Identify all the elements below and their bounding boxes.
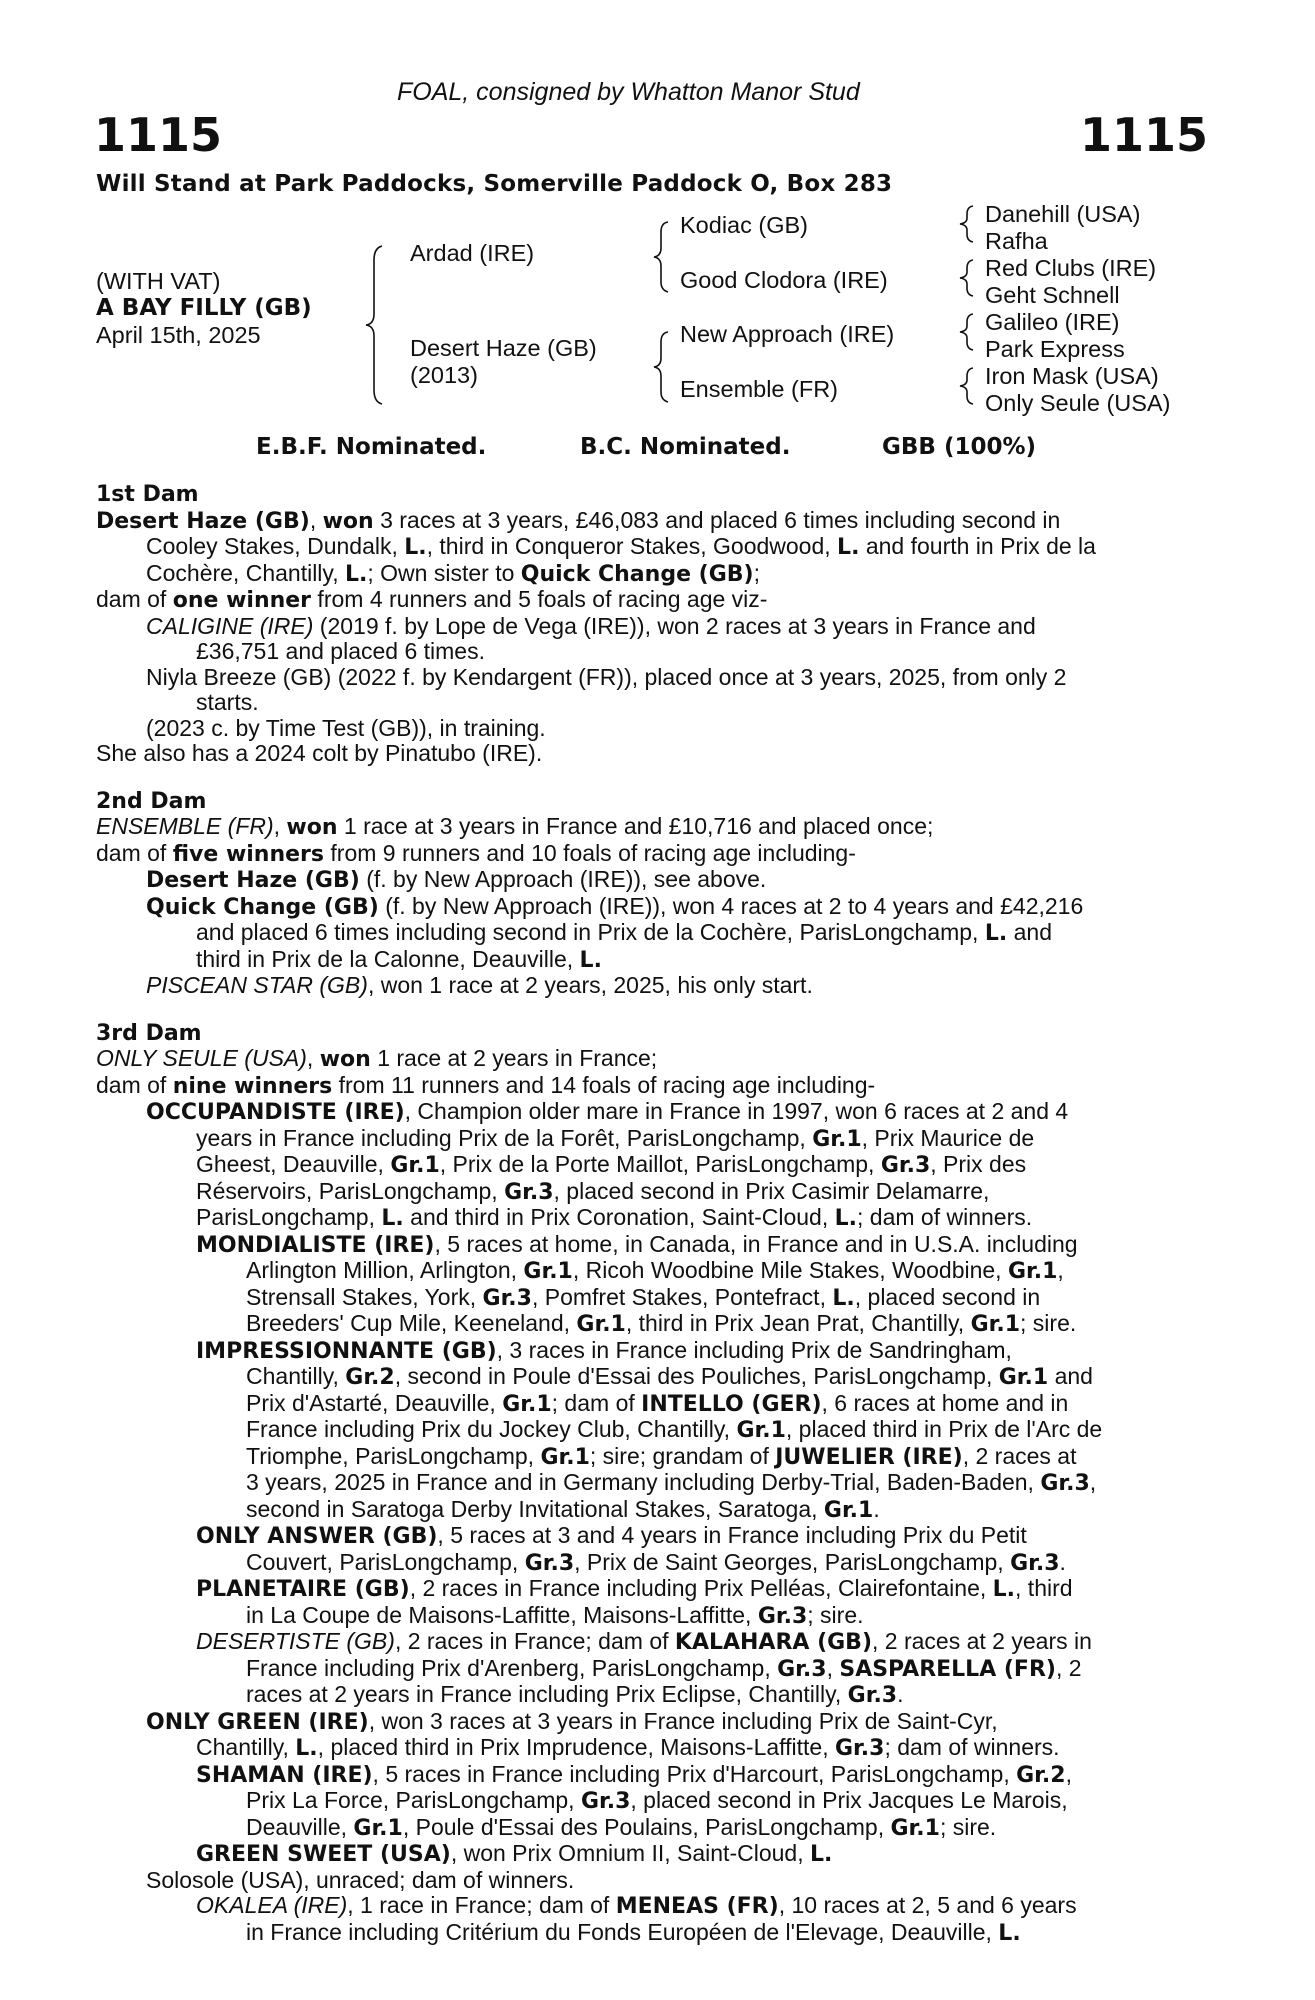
- first-dam-section: [96, 482, 1204, 767]
- produce-quick-change: Quick Change (GB) (f. by New Approach (IRE)), won 4 races at 2 to 4 years and £42,216 and placed 6 times including second in Prix de la Cochère, ParisLongchamp, L. and third in Prix de la Calonne, Deauville, L.: [146, 892, 1084, 973]
- third-dam-produce-line: second in Saratoga Derby Invitational Stakes, Saratoga, Gr.1.: [246, 1495, 880, 1523]
- second-dam-section: [96, 789, 1204, 999]
- ebf-nominated: E.B.F. Nominated.: [256, 434, 487, 460]
- second-dam-name: ENSEMBLE (FR): [96, 813, 274, 839]
- lot-number-left: 1115: [94, 108, 223, 162]
- produce-caligine: CALIGINE (IRE) (2019 f. by Lope de Vega (IRE)), won 2 races at 3 years in France and £36,751 and placed 6 times.: [146, 612, 1036, 664]
- third-dam-name: ONLY SEULE (USA): [96, 1045, 307, 1071]
- first-dam-line-1: Desert Haze (GB), won 3 races at 3 years, £46,083 and placed 6 times including second in: [96, 506, 1061, 534]
- third-dam-produce-line: Chantilly, L., placed third in Prix Imprudence, Maisons-Laffitte, Gr.3; dam of winners.: [196, 1734, 1060, 1761]
- third-dam-produce-line: Triomphe, ParisLongchamp, Gr.1; sire; grandam of JUWELIER (IRE), 2 races at: [246, 1442, 1077, 1470]
- produce-2024-colt: She also has a 2024 colt by Pinatubo (IRE).: [96, 740, 543, 766]
- third-dam-produce-line: ONLY ANSWER (GB), 5 races at 3 and 4 years in France including Prix du Petit: [196, 1522, 1027, 1549]
- third-dam-produce-line: PLANETAIRE (GB), 2 races in France including Prix Pelléas, Clairefontaine, L., third: [196, 1575, 1073, 1602]
- third-dam-produce-line: France including Prix d'Arenberg, ParisLongchamp, Gr.3, SASPARELLA (FR), 2: [246, 1654, 1082, 1682]
- produce-desert-haze: Desert Haze (GB) (f. by New Approach (IRE)), see above.: [146, 866, 767, 893]
- third-dam-produce-line: Prix La Force, ParisLongchamp, Gr.3, placed second in Prix Jacques Le Marois,: [246, 1787, 1068, 1814]
- third-dam-produce-line: Arlington Million, Arlington, Gr.1, Ricoh Woodbine Mile Stakes, Woodbine, Gr.1,: [246, 1257, 1064, 1284]
- pedigree-sire-dam: Good Clodora (IRE): [680, 267, 888, 293]
- pedigree-gen3-1: Danehill (USA): [985, 201, 1141, 227]
- produce-niyla-breeze: Niyla Breeze (GB) (2022 f. by Kendargent (FR)), placed once at 3 years, 2025, from only 2 starts.: [146, 663, 1067, 715]
- first-dam-won: won: [322, 508, 374, 534]
- third-dam-produce-line: SHAMAN (IRE), 5 races in France including Prix d'Harcourt, ParisLongchamp, Gr.2,: [196, 1760, 1072, 1788]
- third-dam-produce-line: Strensall Stakes, York, Gr.3, Pomfret Stakes, Pontefract, L., placed second in: [246, 1283, 1041, 1311]
- first-dam-produce-summary: dam of one winner from 4 runners and 5 foals of racing age viz-: [96, 586, 768, 613]
- third-dam-produce-line: Réservoirs, ParisLongchamp, Gr.3, placed second in Prix Casimir Delamarre,: [196, 1177, 990, 1205]
- first-dam-line-2: Cooley Stakes, Dundalk, L., third in Conqueror Stakes, Goodwood, L. and fourth in Prix de la: [146, 533, 1096, 560]
- second-dam-produce-summary: dam of five winners from 9 runners and 10 foals of racing age including-: [96, 839, 856, 867]
- third-dam-produce-line: races at 2 years in France including Prix Eclipse, Chantilly, Gr.3.: [246, 1681, 904, 1708]
- third-dam-produce-line: in France including Critérium du Fonds Européen de l'Elevage, Deauville, L.: [246, 1918, 1021, 1946]
- pedigree-gen3-4: Geht Schnell: [985, 282, 1120, 308]
- third-dam-produce-line: 3 years, 2025 in France and in Germany including Derby-Trial, Baden-Baden, Gr.3,: [246, 1469, 1097, 1496]
- pedigree-gen3-8: Only Seule (USA): [985, 390, 1171, 416]
- first-dam-heading: 1st Dam: [96, 482, 199, 507]
- third-dam-produce-line: DESERTISTE (GB), 2 races in France; dam of KALAHARA (GB), 2 races at 2 years in: [196, 1628, 1092, 1655]
- third-dam-produce-line: ParisLongchamp, L. and third in Prix Coronation, Saint-Cloud, L.; dam of winners.: [196, 1204, 1033, 1231]
- pedigree-gen3-2: Rafha: [985, 228, 1048, 254]
- pedigree-dam-year: (2013): [410, 362, 478, 388]
- third-dam-produce-line: Solosole (USA), unraced; dam of winners.: [146, 1866, 575, 1893]
- third-dam-produce-summary: dam of nine winners from 11 runners and 14 foals of racing age including-: [96, 1071, 876, 1099]
- pedigree-sire: Ardad (IRE): [410, 240, 535, 266]
- foaling-date: April 15th, 2025: [96, 322, 261, 348]
- third-dam-produce-line: Deauville, Gr.1, Poule d'Essai des Poulains, ParisLongchamp, Gr.1; sire.: [246, 1813, 997, 1841]
- third-dam-produce-line: IMPRESSIONNANTE (GB), 3 races in France including Prix de Sandringham,: [196, 1336, 1012, 1364]
- gbb-percent: GBB (100%): [882, 434, 1037, 460]
- pedigree-gen3-6: Park Express: [985, 336, 1125, 362]
- third-dam-produce-line: years in France including Prix de la Forêt, ParisLongchamp, Gr.1, Prix Maurice de: [196, 1124, 1035, 1152]
- first-dam-line-3: Cochère, Chantilly, L.; Own sister to Quick Change (GB);: [146, 559, 760, 587]
- stand-location: Will Stand at Park Paddocks, Somerville Paddock O, Box 283: [96, 171, 893, 197]
- bc-nominated: B.C. Nominated.: [580, 434, 791, 460]
- third-dam-produce-line: Chantilly, Gr.2, second in Poule d'Essai des Pouliches, ParisLongchamp, Gr.1 and: [246, 1363, 1093, 1390]
- third-dam-produce-line: France including Prix du Jockey Club, Chantilly, Gr.1, placed third in Prix de l'Arc de: [246, 1416, 1103, 1443]
- lot-number-right: 1115: [1080, 108, 1209, 162]
- catalogue-body: [96, 482, 1204, 1946]
- third-dam-section: [96, 1021, 1204, 1947]
- second-dam-line-1: ENSEMBLE (FR), won 1 race at 3 years in France and £10,716 and placed once;: [96, 813, 934, 840]
- horse-name: A BAY FILLY (GB): [96, 295, 312, 321]
- third-dam-line-1: ONLY SEULE (USA), won 1 race at 2 years in France;: [96, 1045, 658, 1072]
- pedigree-gen3-5: Galileo (IRE): [985, 309, 1120, 335]
- third-dam-produce-line: OCCUPANDISTE (IRE), Champion older mare in France in 1997, won 6 races at 2 and 4: [146, 1098, 1069, 1125]
- third-dam-heading: 3rd Dam: [96, 1020, 202, 1046]
- produce-piscean-star: PISCEAN STAR (GB), won 1 race at 2 years, 2025, his only start.: [146, 972, 813, 998]
- third-dam-produce-line: MONDIALISTE (IRE), 5 races at home, in Canada, in France and in U.S.A. including: [196, 1230, 1078, 1258]
- pedigree-dam-dam: Ensemble (FR): [680, 376, 839, 402]
- own-sister-name: Quick Change (GB): [520, 561, 754, 587]
- third-dam-produce-line: OKALEA (IRE), 1 race in France; dam of MENEAS (FR), 10 races at 2, 5 and 6 years: [196, 1892, 1077, 1919]
- pedigree-gen3-3: Red Clubs (IRE): [985, 255, 1157, 281]
- first-dam-record-1: 3 races at 3 years, £46,083 and placed 6 times including second in: [373, 506, 1061, 533]
- third-dam-produce-line: in La Coupe de Maisons-Laffitte, Maisons-Laffitte, Gr.3; sire.: [246, 1601, 864, 1629]
- third-dam-produce-line: Prix d'Astarté, Deauville, Gr.1; dam of INTELLO (GER), 6 races at home and in: [246, 1389, 1069, 1417]
- vat-note: (WITH VAT): [96, 268, 221, 294]
- pedigree-gen3-7: Iron Mask (USA): [985, 363, 1159, 389]
- third-dam-produce-line: GREEN SWEET (USA), won Prix Omnium II, Saint-Cloud, L.: [196, 1840, 833, 1867]
- third-dam-produce-line: Breeders' Cup Mile, Keeneland, Gr.1, third in Prix Jean Prat, Chantilly, Gr.1; sire.: [246, 1310, 1077, 1337]
- first-dam-name: Desert Haze (GB): [96, 508, 310, 534]
- second-dam-heading: 2nd Dam: [96, 788, 207, 814]
- consignor-line: FOAL, consigned by Whatton Manor Stud: [397, 78, 860, 106]
- pedigree-dam-sire: New Approach (IRE): [680, 321, 895, 347]
- third-dam-produce-line: Gheest, Deauville, Gr.1, Prix de la Porte Maillot, ParisLongchamp, Gr.3, Prix des: [196, 1151, 1027, 1178]
- produce-2023-colt: (2023 c. by Time Test (GB)), in training.: [146, 714, 546, 741]
- third-dam-produce-list: [96, 1099, 1204, 1946]
- third-dam-produce-line: Couvert, ParisLongchamp, Gr.3, Prix de Saint Georges, ParisLongchamp, Gr.3.: [246, 1548, 1066, 1576]
- pedigree-sire-sire: Kodiac (GB): [680, 212, 808, 238]
- pedigree-dam: Desert Haze (GB): [410, 335, 597, 361]
- third-dam-produce-line: ONLY GREEN (IRE), won 3 races at 3 years in France including Prix de Saint-Cyr,: [146, 1707, 998, 1735]
